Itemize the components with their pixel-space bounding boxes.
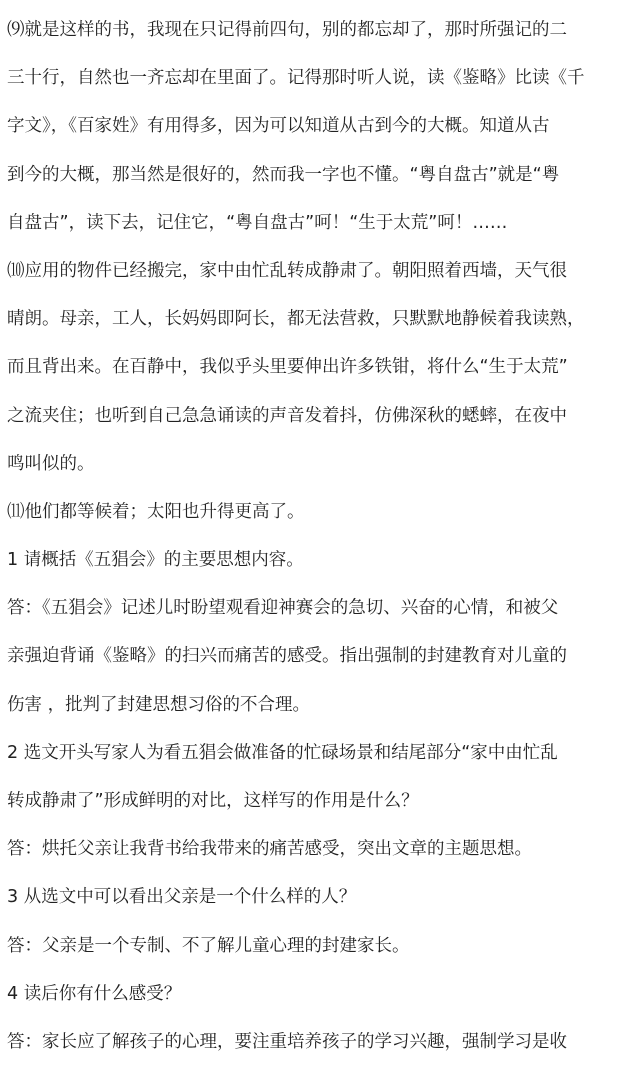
answer-1-line-2: 亲强迫背诵《鉴略》的扫兴而痛苦的感受。指出强制的封建教育对儿童的 xyxy=(7,646,567,667)
question-1: 1 请概括《五猖会》的主要思想内容。 xyxy=(7,550,304,571)
answer-4-line-1: 答：家长应了解孩子的心理，要注重培养孩子的学习兴趣，强制学习是收 xyxy=(7,1031,567,1052)
question-3: 3 从选文中可以看出父亲是一个什么样的人？ xyxy=(7,887,357,908)
text-line-p10-1: ⑽应用的物件已经搬完，家中由忙乱转成静肃了。朝阳照着西墙，天气很 xyxy=(7,260,567,281)
text-line-p9-3: 字文》，《百家姓》有用得多，因为可以知道从古到今的大概。知道从古 xyxy=(7,116,550,137)
question-2-line-2: 转成静肃了”形成鲜明的对比，这样写的作用是什么？ xyxy=(7,791,419,811)
question-2-line-1: 2 选文开头写家人为看五猖会做准备的忙碌场景和结尾部分“家中由忙乱 xyxy=(7,742,558,763)
text-line-p9-1: ⑼就是这样的书，我现在只记得前四句，别的都忘却了，那时所强记的二 xyxy=(7,20,567,40)
text-line-p10-4: 之流夹住；也听到自己急急诵读的声音发着抖，仿佛深秋的蟋蟀，在夜中 xyxy=(7,405,567,426)
answer-1-line-3: 伤害 ，批判了封建思想习俗的不合理。 xyxy=(7,694,311,715)
answer-3: 答：父亲是一个专制、不了解儿童心理的封建家长。 xyxy=(7,935,410,956)
text-line-p10-3: 而且背出来。在百静中，我似乎头里要伸出许多铁钳，将什么“生于太荒” xyxy=(7,357,568,378)
text-line-p11: ⑾他们都等候着；太阳也升得更高了。 xyxy=(7,501,305,522)
text-line-p9-5: 自盘古”，读下去，记住它，“粤自盘古”呵！“生于太荒”呵！…… xyxy=(7,212,508,233)
text-line-p9-4: 到今的大概，那当然是很好的，然而我一字也不懂。“粤自盘古”就是“粤 xyxy=(7,164,560,185)
answer-2: 答：烘托父亲让我背书给我带来的痛苦感受，突出文章的主题思想。 xyxy=(7,839,532,860)
answer-1-line-1: 答：《五猖会》记述儿时盼望观看迎神赛会的急切、兴奋的心情，和被父 xyxy=(7,598,559,619)
text-line-p9-2: 三十行，自然也一齐忘却在里面了。记得那时听人说，读《鉴略》比读《千 xyxy=(7,68,585,89)
text-line-p10-5: 鸣叫似的。 xyxy=(7,453,95,474)
text-line-p10-2: 晴朗。母亲，工人，长妈妈即阿长，都无法营救，只默默地静候着我读熟， xyxy=(7,309,585,330)
question-4: 4 读后你有什么感受？ xyxy=(7,983,182,1004)
